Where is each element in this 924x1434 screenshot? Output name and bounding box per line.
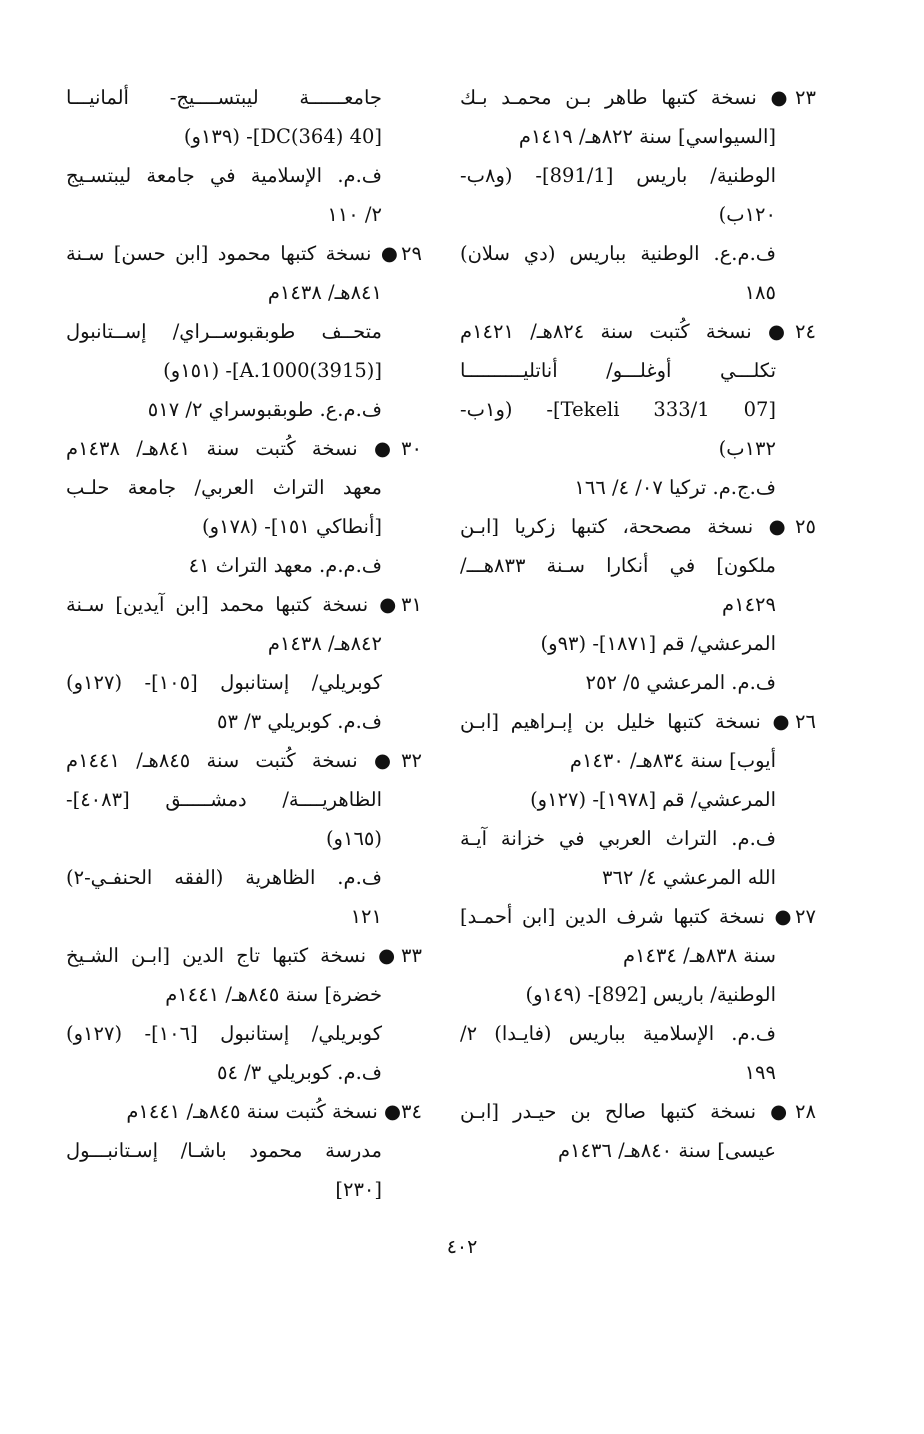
- entry-heading-line: ٣٢● نسخة كُتبت سنة ٨٤٥هـ/ ١٤٤١م: [66, 749, 422, 772]
- entry-line: معهد التراث العربي/ جامعة حلـب: [66, 476, 382, 499]
- entry-line: ف.م.ع. الوطنية بباريس (دي سلان): [460, 242, 776, 265]
- entry-heading-line: ٢٤● نسخة كُتبت سنة ٨٢٤هـ/ ١٤٢١م: [460, 320, 816, 343]
- entry-heading-line: ٢٥● نسخة مصححة، كتبها زكريا [ابـن: [460, 515, 816, 538]
- entry-heading-line: ٢٩● نسخة كتبها محمود [ابن حسن] سـنة: [66, 242, 422, 265]
- entry-line: [A.1000(3915)]- (١٥١و): [163, 359, 382, 382]
- entry-line: مدرسة محمود باشـا/ إسـتانبـــول: [66, 1139, 382, 1162]
- entry-line: ف.م. الإسلامية بباريس (فايـدا) ٢/: [460, 1022, 776, 1045]
- entry-line: متحــف طوبقبوســراي/ إســتانبول: [66, 320, 382, 343]
- entry-line: المرعشي/ قم [١٩٧٨]- (١٢٧و): [530, 788, 776, 811]
- left-column: [66, 78, 422, 1209]
- entry-line: [أنطاكي ١٥١]- (١٧٨و): [201, 515, 382, 538]
- entry-line: عيسى] سنة ٨٤٠هـ/ ١٤٣٦م: [557, 1139, 776, 1162]
- entry-heading-line: ٣٤● نسخة كُتبت سنة ٨٤٥هـ/ ١٤٤١م: [126, 1100, 422, 1123]
- entry-line: ف.م. الإسلامية في جامعة ليبتسـيج: [66, 164, 382, 187]
- entry-heading-line: ٢٣● نسخة كتبها طاهر بـن محمـد بـك: [460, 86, 816, 109]
- entry-line: ١٤٢٩م: [722, 593, 776, 616]
- entry-heading-line: ٣١● نسخة كتبها محمد [ابن آيدين] سـنة: [66, 593, 422, 616]
- entry-line: ف.م.م. معهد التراث ٤١: [188, 554, 382, 577]
- entry-line: ف.ج.م. تركيا ٠٧/ ٤/ ١٦٦: [574, 476, 776, 499]
- entry-line: [٢٣٠]: [335, 1178, 382, 1201]
- entry-line: ١٩٩: [744, 1061, 776, 1084]
- entry-line: ف.م. المرعشي ٥/ ٢٥٢: [585, 671, 776, 694]
- entry-line: ف.م. التراث العربي في خزانة آيـة: [460, 827, 776, 850]
- entry-line: الوطنية/ باريس [891/1]- (و٨ب-: [460, 164, 776, 187]
- entry-line: ١٢٠ب): [718, 203, 776, 226]
- entry-line: ٨٤١هـ/ ١٤٣٨م: [267, 281, 382, 304]
- entry-line: الظاهريــــة/ دمشـــــق [٤٠٨٣]-: [66, 788, 382, 811]
- entry-line: المرعشي/ قم [١٨٧١]- (٩٣و): [540, 632, 776, 655]
- entry-line: ف.م. كوبريلي ٣/ ٥٣: [217, 710, 382, 733]
- entry-line: ١٢١: [350, 905, 382, 928]
- entry-line: ملكون] في أنكارا سـنة ٨٣٣هـــ/: [460, 554, 776, 577]
- entry-line: [السيواسي] سنة ٨٢٢هـ/ ١٤١٩م: [518, 125, 776, 148]
- entry-line: خضرة] سنة ٨٤٥هـ/ ١٤٤١م: [165, 983, 382, 1006]
- entry-line: [40 DC(364)]- (١٣٩و): [183, 125, 382, 148]
- entry-line: [07 Tekeli 333/1]- (و١ب-: [460, 398, 777, 421]
- entry-heading-line: ٢٦● نسخة كتبها خليل بن إبـراهيم [ابـن: [460, 710, 816, 733]
- entry-line: ١٣٢ب): [718, 437, 776, 460]
- entry-line: أيوب] سنة ٨٣٤هـ/ ١٤٣٠م: [569, 749, 776, 772]
- entry-heading-line: ٣٠● نسخة كُتبت سنة ٨٤١هـ/ ١٤٣٨م: [66, 437, 422, 460]
- entry-line: جامعــــــة ليبتســــيج- ألمانيـــا: [66, 86, 382, 109]
- entry-line: ١٨٥: [744, 281, 776, 304]
- entry-line: الله المرعشي ٤/ ٣٦٢: [601, 866, 776, 889]
- entry-line: كوبريلي/ إستانبول [١٠٦]- (١٢٧و): [66, 1022, 382, 1045]
- entry-line: تكلـــي أوغلـــو/ أناتليــــــــــا: [460, 359, 776, 382]
- entry-line: ٨٤٢هـ/ ١٤٣٨م: [267, 632, 382, 655]
- entry-heading-line: ٢٧● نسخة كتبها شرف الدين [ابن أحمـد]: [460, 905, 816, 928]
- entry-line: (١٦٥و): [325, 827, 382, 850]
- entry-line: الوطنية/ باريس [892]- (١٤٩و): [525, 983, 776, 1006]
- entry-line: ف.م.ع. طوبقبوسراي ٢/ ٥١٧: [147, 398, 382, 421]
- entry-line: ف.م. الظاهرية (الفقه الحنفـي-٢): [66, 866, 382, 889]
- page-number: ٤٠٢: [446, 1236, 478, 1258]
- entry-line: ٢/ ١١٠: [327, 203, 382, 226]
- right-column: [460, 78, 816, 1170]
- entry-heading-line: ٢٨● نسخة كتبها صالح بن حيـدر [ابـن: [460, 1100, 816, 1123]
- entry-line: ف.م. كوبريلي ٣/ ٥٤: [217, 1061, 382, 1084]
- entry-heading-line: ٣٣● نسخة كتبها تاج الدين [ابـن الشـيخ: [66, 944, 422, 967]
- entry-line: كوبريلي/ إستانبول [١٠٥]- (١٢٧و): [66, 671, 382, 694]
- entry-line: سنة ٨٣٨هـ/ ١٤٣٤م: [622, 944, 776, 967]
